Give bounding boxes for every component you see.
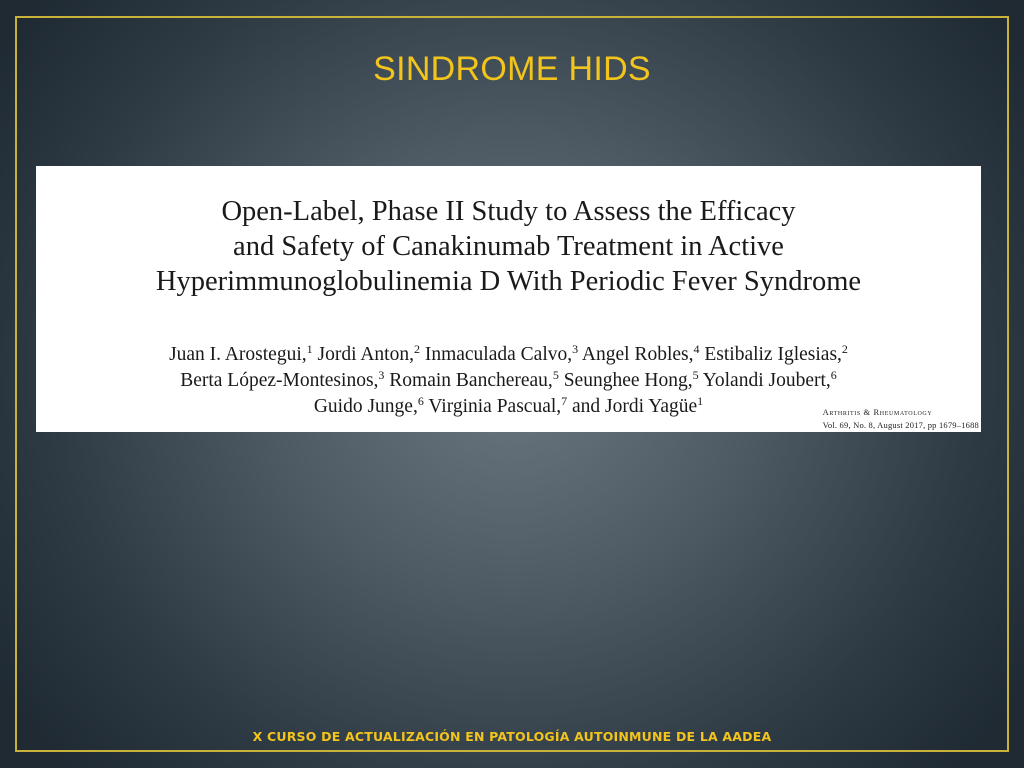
author-name: Seunghee Hong, <box>558 370 693 391</box>
paper-title-line: Open-Label, Phase II Study to Assess the Efficacy <box>221 196 796 227</box>
paper-header-image <box>36 166 981 432</box>
author-name: Juan I. Arostegui, <box>169 344 307 365</box>
paper-title-line: Hyperimmunoglobulinemia D With Periodic Fever Syndrome <box>155 266 862 297</box>
author-affiliation-number: 1 <box>306 342 313 356</box>
author-affiliation-number: 3 <box>378 368 385 382</box>
author-affiliation-number: 3 <box>572 342 579 356</box>
author-name: Yolandi Joubert, <box>698 370 831 391</box>
author-name: Berta López-Montesinos, <box>180 370 379 391</box>
author-affiliation-number: 6 <box>417 394 424 408</box>
author-name: and Jordi Yagüe <box>567 396 698 417</box>
author-affiliation-number: 2 <box>841 342 848 356</box>
author-affiliation-number: 2 <box>413 342 420 356</box>
paper-title-line: and Safety of Canakinumab Treatment in Active <box>233 231 784 262</box>
slide-title: SINDROME HIDS <box>373 50 651 88</box>
author-line <box>36 342 981 368</box>
paper-title <box>36 194 981 299</box>
slide-footer: X CURSO DE ACTUALIZACIÓN EN PATOLOGÍA AUTOINMUNE DE LA AADEA <box>252 729 772 744</box>
author-name: Guido Junge, <box>313 396 418 417</box>
journal-citation <box>823 406 979 432</box>
author-name: Angel Robles, <box>578 344 694 365</box>
author-name: Jordi Anton, <box>312 344 414 365</box>
author-affiliation-number: 1 <box>697 394 704 408</box>
journal-volume-pages: Vol. 69, No. 8, August 2017, pp 1679–1688 <box>822 420 979 430</box>
author-affiliation-number: 5 <box>692 368 699 382</box>
author-name: Estibaliz Iglesias, <box>699 344 842 365</box>
author-affiliation-number: 7 <box>561 394 568 408</box>
author-name: Virginia Pascual, <box>423 396 562 417</box>
author-name: Inmaculada Calvo, <box>419 344 573 365</box>
author-affiliation-number: 6 <box>830 368 837 382</box>
author-name: Romain Banchereau, <box>384 370 553 391</box>
author-affiliation-number: 5 <box>552 368 559 382</box>
author-line <box>36 368 981 394</box>
author-affiliation-number: 4 <box>693 342 700 356</box>
journal-name: Arthritis & Rheumatology <box>822 407 933 417</box>
